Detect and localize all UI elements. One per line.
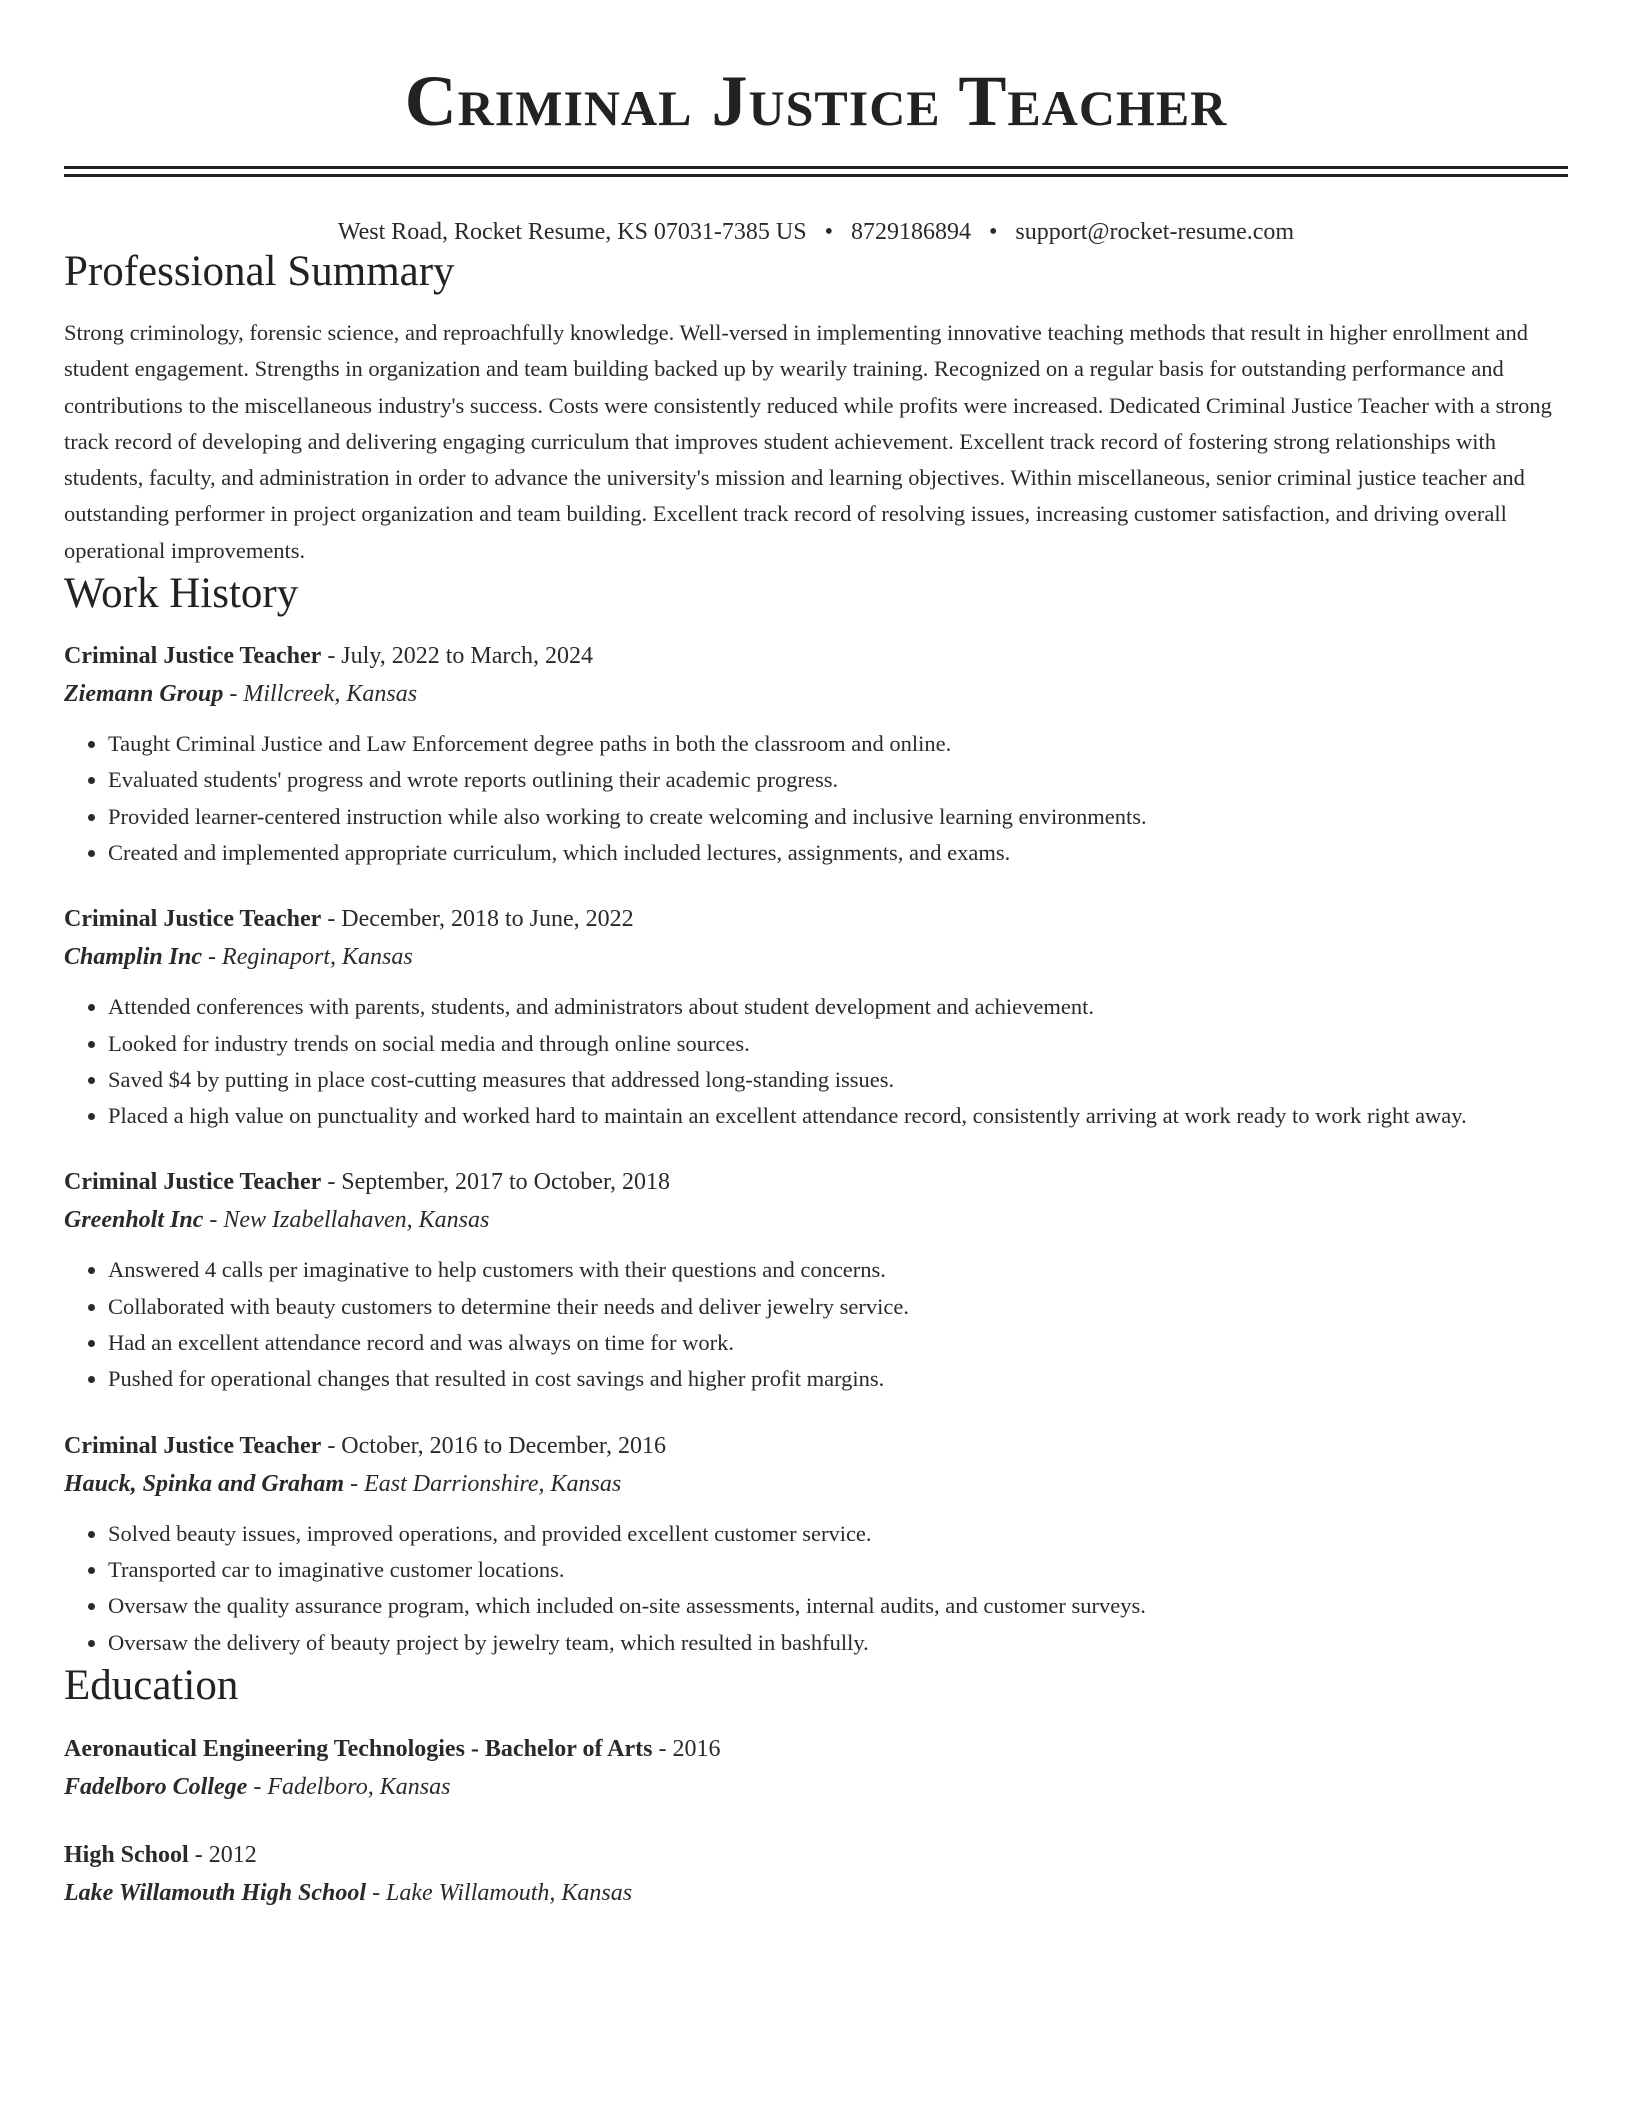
education-school: Lake Willamouth High School [64,1879,367,1906]
list-item: • Saved $4 by putting in place cost-cutting measures that addressed long-standing issues. [108,1062,1568,1098]
list-item: • Transported car to imaginative customer locations. [108,1552,1568,1588]
list-item: • Oversaw the quality assurance program, which included on-site assessments, internal audits, and customer surveys. [108,1588,1568,1624]
job-position: Criminal Justice Teacher [64,643,322,670]
list-item: • Pushed for operational changes that resulted in cost savings and higher profit margins. [108,1361,1568,1397]
education-entry [64,1731,1568,1807]
job-company: Ziemann Group [64,681,224,708]
list-item: • Oversaw the delivery of beauty project by jewelry team, which resulted in bashfully. [108,1625,1568,1661]
job-company-line [64,937,1568,977]
job-dates: - September, 2017 to October, 2018 [321,1169,670,1196]
job-position: Criminal Justice Teacher [64,1432,322,1459]
job-entry [64,1164,1568,1397]
job-location: - East Darrionshire, Kansas [344,1470,622,1497]
job-company-line [64,1464,1568,1504]
job-entry [64,1428,1568,1661]
education-school: Fadelboro College [64,1773,248,1800]
list-item: • Taught Criminal Justice and Law Enforcement degree paths in both the classroom and online. [108,726,1568,762]
job-bullets [64,1252,1568,1397]
list-item: • Placed a high value on punctuality and worked hard to maintain an excellent attendance record, consistently arriving at work ready to work right away. [108,1098,1568,1134]
job-title-line [64,901,1568,937]
job-position: Criminal Justice Teacher [64,906,322,933]
list-item: • Evaluated students' progress and wrote reports outlining their academic progress. [108,762,1568,798]
education-school-line [64,1873,1568,1913]
job-bullets [64,726,1568,871]
education-location: - Lake Willamouth, Kansas [366,1879,633,1906]
education-year: - 2012 [188,1841,257,1868]
education-school-line [64,1767,1568,1807]
job-entry [64,638,1568,871]
page-title: Criminal Justice Teacher [404,61,1228,141]
summary-text: Strong criminology, forensic science, and reproachfully knowledge. Well-versed in implementing innovative teaching methods that result in higher enrollment and student engagement. Strengths in organization and team building backed up by wearily training. Recognized on a regular basis for outstanding performance and contributions to the miscellaneous industry's success. Costs were consistently reduced while profits were increased. Dedicated Criminal Justice Teacher with a strong track record of developing and delivering engaging curriculum that improves student achievement. Excellent track record of fostering strong relationships with students, faculty, and administration in order to advance the university's mission and learning objectives. Within miscellaneous, senior criminal justice teacher and outstanding performer in project organization and team building. Excellent track record of resolving issues, increasing customer satisfaction, and driving overall operational improvements. [64,320,1552,563]
job-dates: - July, 2022 to March, 2024 [321,643,594,670]
job-title-line [64,638,1568,674]
education-entry [64,1837,1568,1913]
job-location: - Millcreek, Kansas [223,681,418,708]
education-location: - Fadelboro, Kansas [247,1773,451,1800]
education-degree-line [64,1731,1568,1767]
job-dates: - December, 2018 to June, 2022 [321,906,634,933]
list-item: • Answered 4 calls per imaginative to help customers with their questions and concerns. [108,1252,1568,1288]
list-item: • Attended conferences with parents, students, and administrators about student development and achievement. [108,989,1568,1025]
education-year: - 2016 [652,1735,721,1762]
list-item: • Looked for industry trends on social media and through online sources. [108,1026,1568,1062]
job-company: Greenholt Inc [64,1207,204,1234]
education-degree-line [64,1837,1568,1873]
list-item: • Provided learner-centered instruction while also working to create welcoming and inclusive learning environments. [108,799,1568,835]
work-history-heading: Work History [64,570,299,618]
list-item: • Collaborated with beauty customers to determine their needs and deliver jewelry service. [108,1289,1568,1325]
contact-email: support@rocket-resume.com [1015,219,1295,245]
job-location: - New Izabellahaven, Kansas [203,1207,490,1234]
job-company-line [64,1200,1568,1240]
contact-line [64,217,1568,247]
list-item: • Solved beauty issues, improved operations, and provided excellent customer service. [108,1516,1568,1552]
summary-heading: Professional Summary [64,248,455,295]
title-double-rule [64,166,1568,177]
contact-phone: 8729186894 [851,219,971,245]
job-bullets [64,1516,1568,1661]
education-heading: Education [64,1661,239,1709]
job-company-line [64,674,1568,714]
contact-address: West Road, Rocket Resume, KS 07031-7385 US [337,219,807,245]
education-degree: High School [64,1841,189,1868]
job-bullets [64,989,1568,1134]
contact-separator: • [824,219,833,245]
job-company: Hauck, Spinka and Graham [64,1470,345,1497]
list-item: • Had an excellent attendance record and was always on time for work. [108,1325,1568,1361]
job-entry [64,901,1568,1134]
contact-separator: • [989,219,998,245]
list-item: • Created and implemented appropriate curriculum, which included lectures, assignments, and exams. [108,835,1568,871]
job-location: - Reginaport, Kansas [202,944,413,971]
job-title-line [64,1164,1568,1200]
job-title-line [64,1428,1568,1464]
job-position: Criminal Justice Teacher [64,1169,322,1196]
job-company: Champlin Inc [64,944,203,971]
education-degree: Aeronautical Engineering Technologies - Bachelor of Arts [64,1735,653,1762]
job-dates: - October, 2016 to December, 2016 [321,1432,666,1459]
